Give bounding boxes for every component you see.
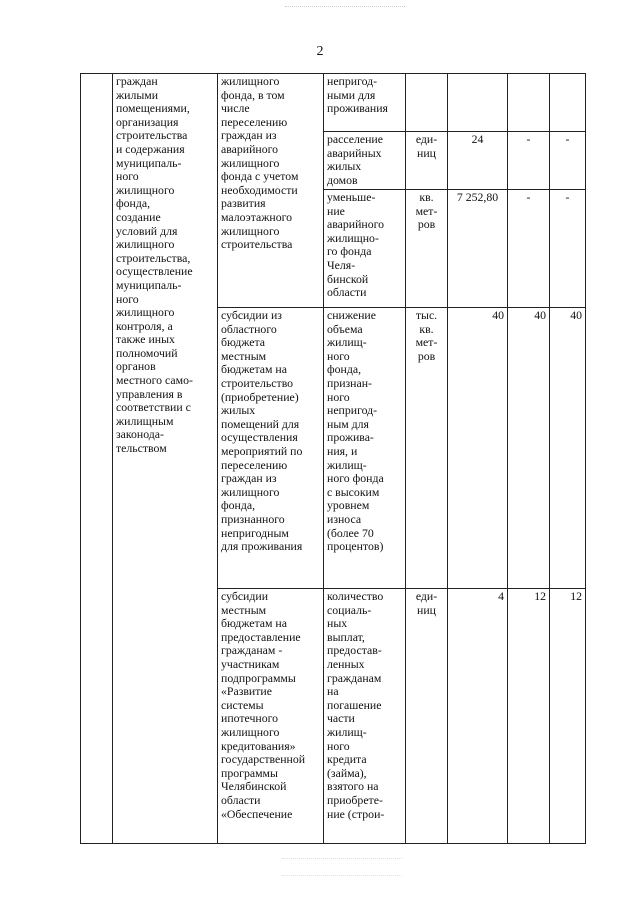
- unit-cell: еди- ниц: [406, 589, 448, 844]
- header-scan-noise: [285, 6, 405, 11]
- value-cell: [448, 74, 508, 132]
- page-number: 2: [316, 44, 324, 59]
- value-cell: 4: [448, 589, 508, 844]
- value-cell: -: [550, 132, 586, 190]
- measure-cell: субсидии местным бюджетам на предоставление гражданам - участникам подпрограммы «Развитие системы ипотечного жилищного кредитования» государственной программы Челябинской области «Обеспечение: [218, 589, 324, 844]
- measure-cell: субсидии из областного бюджета местным бюджетам на строительство (приобретение) жилых помещений для осуществления мероприятий по переселению граждан из жилищного фонда, признанного непригодным для проживания: [218, 308, 324, 589]
- unit-cell: еди- ниц: [406, 132, 448, 190]
- value-cell: 7 252,80: [448, 190, 508, 308]
- value-cell: 12: [508, 589, 550, 844]
- value-cell: -: [508, 132, 550, 190]
- number-cell: [81, 74, 113, 844]
- value-cell: 40: [550, 308, 586, 589]
- value-cell: [508, 74, 550, 132]
- value-cell: [550, 74, 586, 132]
- indicator-cell: количество социаль- ных выплат, предостав- ленных гражданам на погашение части жилищ- ного кредита (займа), взятого на приобрете- ние (строи-: [324, 589, 406, 844]
- indicator-cell: непригод- ными для проживания: [324, 74, 406, 132]
- value-cell: -: [508, 190, 550, 308]
- unit-cell: тыс. кв. мет- ров: [406, 308, 448, 589]
- indicator-cell: снижение объема жилищ- ного фонда, признан- ного непригод- ным для прожива- ния, и жилищ- ного фонда с высоким уровнем износа (более 70 процентов): [324, 308, 406, 589]
- value-cell: 12: [550, 589, 586, 844]
- footer-scan-noise: [282, 858, 402, 876]
- measure-cell: жилищного фонда, в том числе переселению граждан из аварийного жилищного фонда с учетом необходимости развития малоэтажного жилищного строительства: [218, 74, 324, 308]
- value-cell: 40: [508, 308, 550, 589]
- value-cell: -: [550, 190, 586, 308]
- unit-cell: [406, 74, 448, 132]
- indicator-cell: уменьше- ние аварийного жилищно- го фонда Челя- бинской области: [324, 190, 406, 308]
- table-row: [81, 74, 586, 132]
- task-cell: граждан жилыми помещениями, организация строительства и содержания муниципаль- ного жилищного фонда, создание условий для жилищного строительства, осуществление муниципаль- ного жилищного контроля, а также иных полномочий органов местного само- управления в соответствии с жилищным законода- тельством: [113, 74, 218, 844]
- indicator-cell: расселение аварийных жилых домов: [324, 132, 406, 190]
- value-cell: 24: [448, 132, 508, 190]
- unit-cell: кв. мет- ров: [406, 190, 448, 308]
- program-table: [80, 73, 586, 844]
- value-cell: 40: [448, 308, 508, 589]
